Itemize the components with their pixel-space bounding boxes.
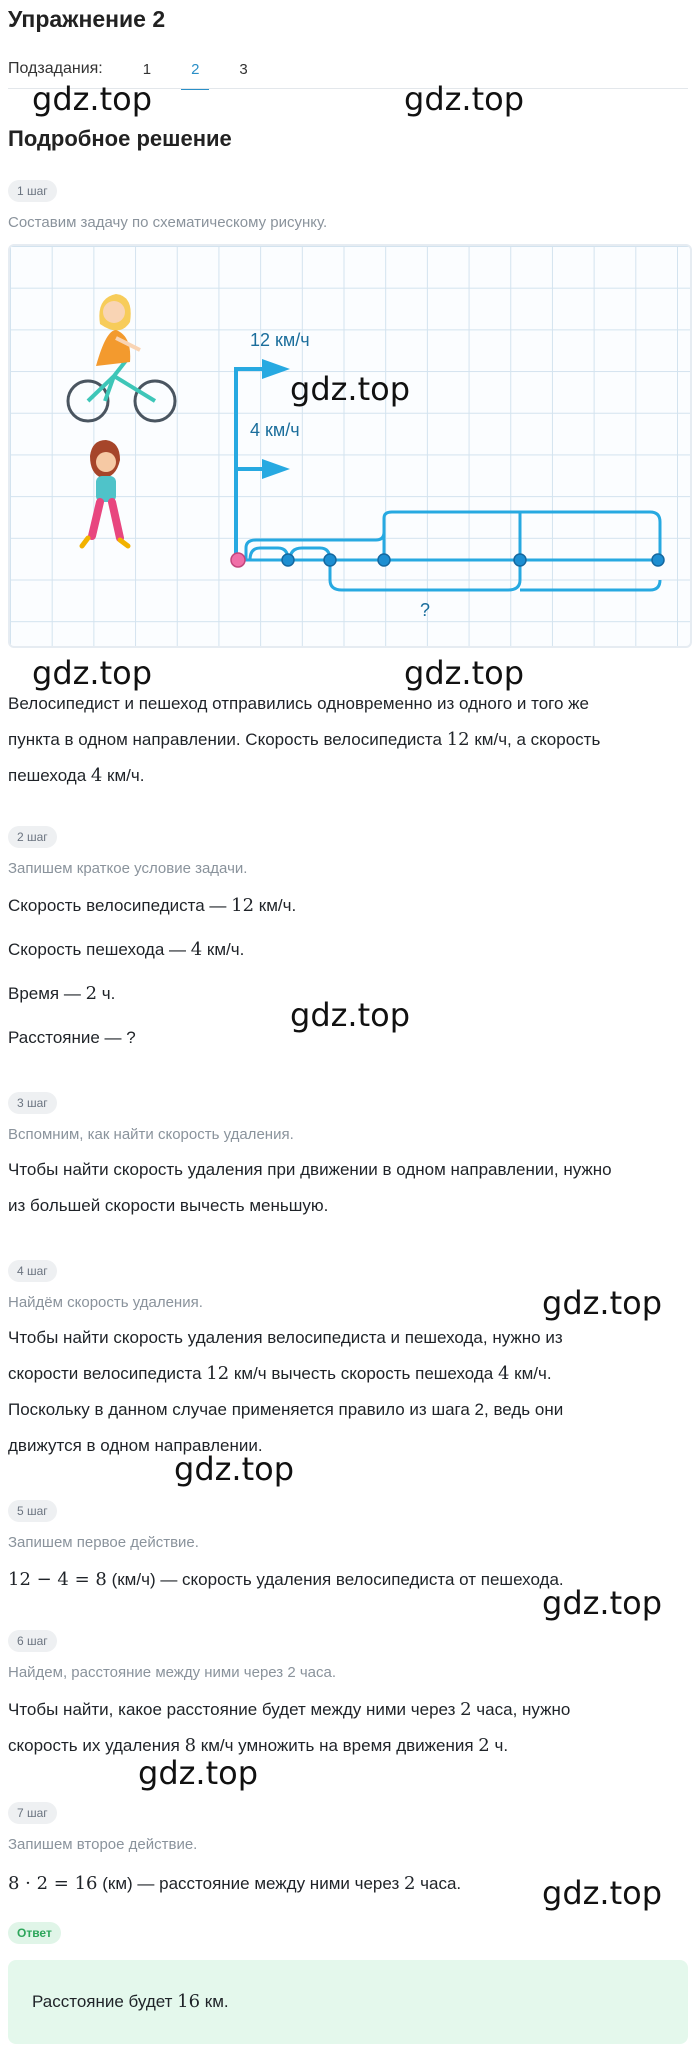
step-badge: 7 шаг <box>8 1802 57 1824</box>
step-hint: Найдем, расстояние между ними через 2 часа. <box>8 1664 337 1681</box>
subtasks-bar <box>8 60 248 78</box>
step2-time: Время — 2 ч. <box>8 983 116 1004</box>
watermark: gdz.top <box>290 370 411 408</box>
scheme-drawing <box>10 246 690 646</box>
watermark: gdz.top <box>174 1450 295 1488</box>
step-badge: 6 шаг <box>8 1630 57 1652</box>
subtask-tab-3[interactable]: 3 <box>239 60 248 78</box>
distance-question: ? <box>420 600 431 620</box>
arrow-head-walk <box>262 459 290 479</box>
watermark: gdz.top <box>542 1584 663 1622</box>
page-title: Упражнение 2 <box>8 6 166 32</box>
watermark: gdz.top <box>542 1284 663 1322</box>
step-badge: 2 шаг <box>8 826 57 848</box>
step-badge: 3 шаг <box>8 1092 57 1114</box>
step-hint: Запишем второе действие. <box>8 1836 198 1853</box>
step-hint: Запишем краткое условие задачи. <box>8 860 248 877</box>
answer-text: Расстояние будет 16 км. <box>32 1991 229 2012</box>
speed-arrows <box>236 369 265 558</box>
step6-text: Чтобы найти, какое расстояние будет между ними через 2 часа, нужно скорость их удаления 8 км/ч умножить на время движения 2 ч. <box>8 1699 571 1756</box>
answer-badge: Ответ <box>8 1922 61 1944</box>
step2-distance: Расстояние — ? <box>8 1028 136 1047</box>
step-hint: Составим задачу по схематическому рисунку. <box>8 214 328 231</box>
step-hint: Вспомним, как найти скорость удаления. <box>8 1126 294 1143</box>
watermark: gdz.top <box>290 996 411 1034</box>
distance-brackets <box>236 512 662 590</box>
start-point <box>231 553 245 567</box>
scheme-diagram <box>8 244 692 648</box>
step4-text: Чтобы найти скорость удаления велосипедиста и пешехода, нужно из скорости велосипедиста 12 км/ч вычесть скорость пешехода 4 км/ч. Поскольку в данном случае применяется правило из шага 2, ведь они движутся в одном направлении. <box>8 1328 564 1455</box>
cyclist-figure <box>68 294 175 421</box>
step-badge: 1 шаг <box>8 180 57 202</box>
watermark: gdz.top <box>542 1874 663 1912</box>
pedestrian-figure <box>82 440 128 546</box>
step1-text: Велосипедист и пешеход отправились одновременно из одного и того же пункта в одном направлении. Скорость велосипедиста 12 км/ч, а скорость пешехода 4 км/ч. <box>8 694 601 786</box>
speed-walk-label: 4 км/ч <box>250 420 300 440</box>
speed-bike-label: 12 км/ч <box>250 330 310 350</box>
step3-text: Чтобы найти скорость удаления при движении в одном направлении, нужно из большей скорости вычесть меньшую. <box>8 1160 612 1215</box>
step2-walk: Скорость пешехода — 4 км/ч. <box>8 939 245 960</box>
step5-text: 12 − 4 = 8 (км/ч) — скорость удаления велосипедиста от пешехода. <box>8 1569 564 1590</box>
watermark: gdz.top <box>404 654 525 692</box>
subtasks-label: Подзадания: <box>8 60 103 77</box>
step-badge: 5 шаг <box>8 1500 57 1522</box>
arrow-head-bike <box>262 359 290 379</box>
step-badge: 4 шаг <box>8 1260 57 1282</box>
watermark: gdz.top <box>138 1754 259 1792</box>
subtask-tab-1[interactable]: 1 <box>142 60 152 78</box>
watermark: gdz.top <box>32 654 153 692</box>
watermark: gdz.top <box>32 80 153 118</box>
step7-text: 8 · 2 = 16 (км) — расстояние между ними через 2 часа. <box>8 1873 462 1894</box>
watermark: gdz.top <box>404 80 525 118</box>
subtask-tab-2[interactable]: 2 <box>191 60 200 78</box>
answer-box <box>8 1960 688 2044</box>
step-hint: Найдём скорость удаления. <box>8 1294 203 1311</box>
section-title: Подробное решение <box>8 126 232 151</box>
step2-bike: Скорость велосипедиста — 12 км/ч. <box>8 895 297 916</box>
step-hint: Запишем первое действие. <box>8 1534 199 1551</box>
